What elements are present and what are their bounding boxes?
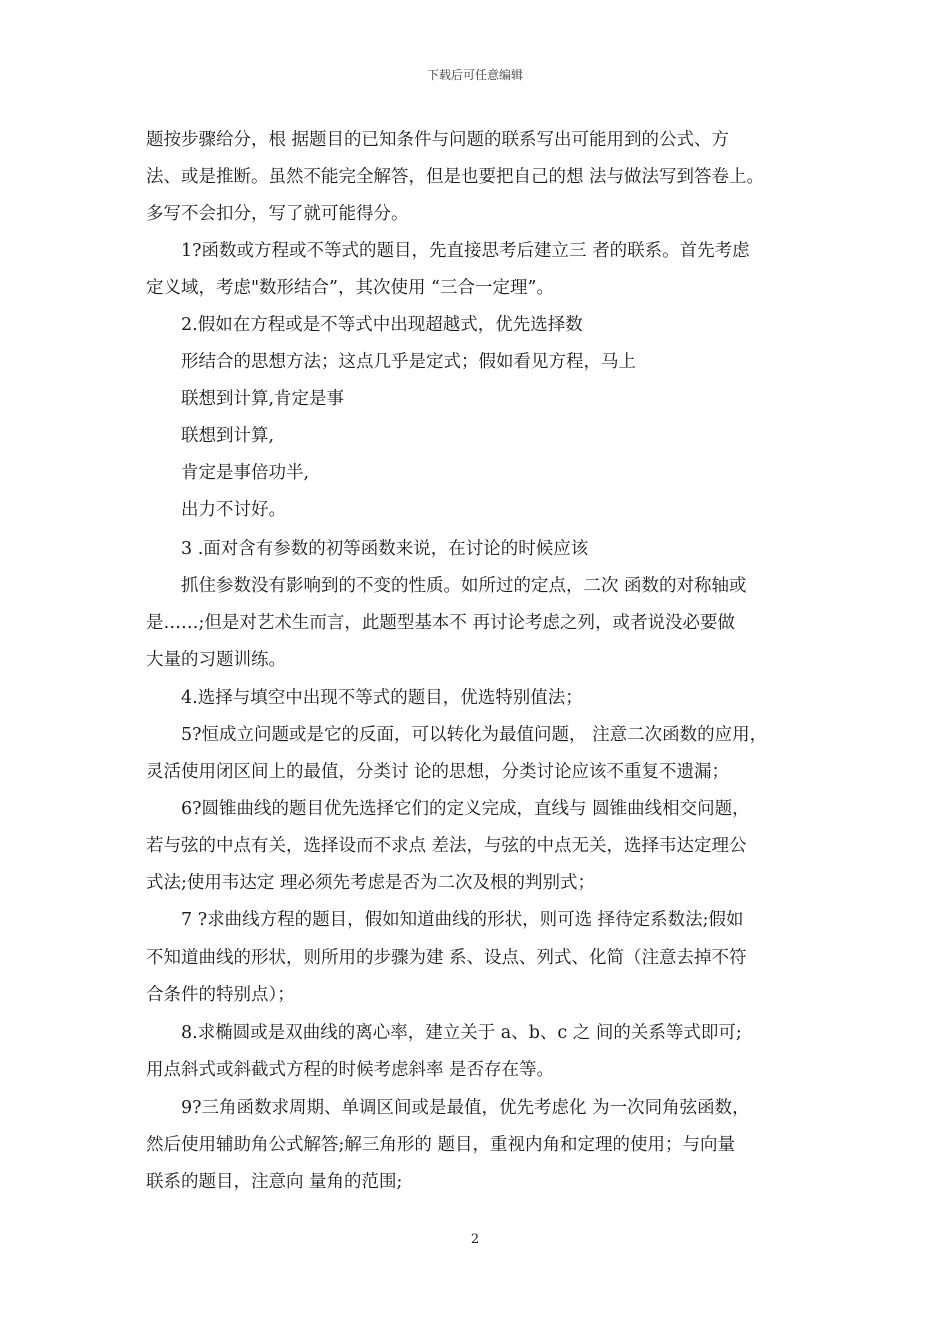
text-line: 定义域，考虑"数形结合”，其次使用 “三合一定理”。	[146, 278, 554, 298]
text-line: 不知道曲线的形状，则所用的步骤为建 系、设点、列式、化简（注意去掉不符	[146, 948, 747, 968]
text-line: 若与弦的中点有关，选择设而不求点 差法，与弦的中点无关，选择韦达定理公	[146, 836, 747, 856]
text-line: 灵活使用闭区间上的最值，分类讨 论的思想，分类讨论应该不重复不遗漏；	[146, 762, 730, 782]
page-header: 下载后可任意编辑	[426, 68, 523, 82]
text-line: 形结合的思想方法；这点几乎是定式；假如看见方程，马上	[181, 352, 636, 372]
text-line: 6?圆锥曲线的题目优先选择它们的定义完成，直线与 圆锥曲线相交问题，	[181, 799, 750, 819]
text-line: 式法;使用韦达定 理必须先考虑是否为二次及根的判别式；	[146, 873, 595, 893]
text-line: 多写不会扣分，写了就可能得分。	[146, 204, 409, 224]
text-line: 是……;但是对艺术生而言，此题型基本不 再讨论考虑之列，或者说没必要做	[146, 613, 735, 633]
text-line: 联想到计算,	[181, 426, 275, 446]
text-line: 7 ?求曲线方程的题目，假如知道曲线的形状，则可选 择待定系数法;假如	[181, 910, 744, 930]
text-line: 然后使用辅助角公式解答;解三角形的 题目，重视内角和定理的使用；与向量	[146, 1135, 735, 1155]
text-line: 2.假如在方程或是不等式中出现超越式，优先选择数	[181, 315, 583, 335]
page-number: 2	[470, 1232, 480, 1247]
text-line: 联系的题目，注意向 量角的范围;	[146, 1172, 403, 1192]
text-line: 出力不讨好。	[181, 500, 286, 520]
text-line: 题按步骤给分，根 据题目的已知条件与问题的联系写出可能用到的公式、方	[146, 130, 730, 150]
text-line: 1?函数或方程或不等式的题目，先直接思考后建立三 者的联系。首先考虑	[181, 241, 750, 261]
text-line: 4.选择与填空中出现不等式的题目，优选特别值法；	[181, 688, 583, 708]
text-line: 9?三角函数求周期、单调区间或是最值，优先考虑化 为一次同角弦函数，	[181, 1098, 750, 1118]
text-line: 联想到计算,肯定是事	[181, 389, 345, 409]
text-line: 合条件的特别点）；	[146, 985, 295, 1005]
text-line: 用点斜式或斜截式方程的时候考虑斜率 是否存在等。	[146, 1060, 555, 1080]
text-line: 3 .面对含有参数的初等函数来说，在讨论的时候应该	[181, 539, 589, 559]
text-line: 肯定是事倍功半,	[181, 463, 310, 483]
text-line: 法、或是推断。虽然不能完全解答，但是也要把自己的想 法与做法写到答卷上。	[146, 167, 765, 187]
text-line: 5?恒成立问题或是它的反面，可以转化为最值问题， 注意二次函数的应用，	[181, 725, 768, 745]
text-line: 8.求椭圆或是双曲线的离心率，建立关于 a、b、c 之 间的关系等式即可;	[181, 1023, 742, 1043]
text-line: 抓住参数没有影响到的不变的性质。如所过的定点，二次 函数的对称轴或	[181, 576, 747, 596]
text-line: 大量的习题训练。	[146, 650, 286, 670]
